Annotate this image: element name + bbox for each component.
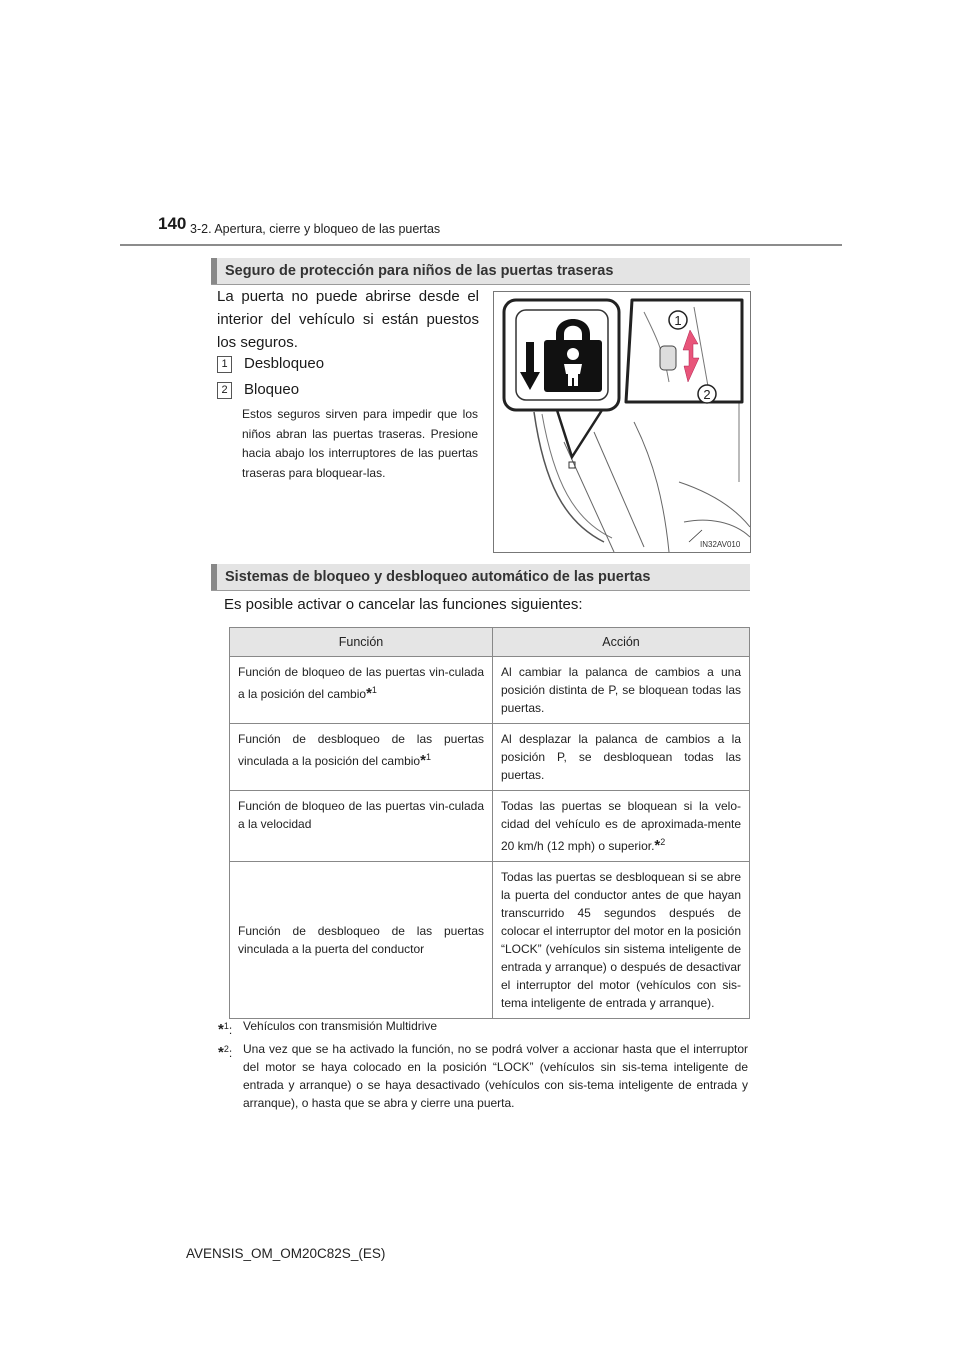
table-row	[230, 862, 750, 1019]
section-heading-auto-lock	[211, 564, 750, 591]
functions-intro: Es posible activar o cancelar las funciones siguientes:	[224, 596, 583, 613]
heading-accent-bar	[211, 258, 217, 284]
section-heading-child-lock	[211, 258, 750, 285]
document-code: AVENSIS_OM_OM20C82S_(ES)	[186, 1246, 386, 1261]
accion-cell: Al cambiar la palanca de cambios a una posición distinta de P, se bloquean todas las puertas.	[493, 657, 750, 724]
svg-text:1: 1	[674, 313, 682, 328]
table-row	[230, 791, 750, 862]
funcion-cell: Función de desbloqueo de las puertas vinculada a la posición del cambio*$^1$	[230, 724, 493, 791]
funcion-cell: Función de bloqueo de las puertas vin-culada a la velocidad	[230, 791, 493, 862]
list-item-lock	[217, 381, 299, 399]
svg-text:2: 2	[703, 387, 711, 402]
child-lock-illustration	[493, 291, 751, 553]
accion-cell: Todas las puertas se bloquean si la velo-cidad del vehículo es de aproximada-mente 20 km/h (12 mph) o superior.*$^2$	[493, 791, 750, 862]
list-item-unlock	[217, 355, 324, 373]
heading-accent-bar	[211, 564, 217, 590]
funcion-cell: Función de desbloqueo de las puertas vinculada a la puerta del conductor	[230, 862, 493, 1019]
list-item-label: Bloqueo	[244, 381, 300, 398]
footnote-text: Vehículos con transmisión Multidrive	[243, 1019, 438, 1033]
table-row	[230, 657, 750, 724]
child-lock-note: Estos seguros sirven para impedir que los niños abran las puertas traseras. Presione hacia abajo los interruptores de las puertas traseras para bloquear-las.	[242, 407, 478, 480]
section-reference: 3-2. Apertura, cierre y bloqueo de las puertas	[190, 222, 441, 236]
funcion-cell: Función de bloqueo de las puertas vin-culada a la posición del cambio*$^1$	[230, 657, 493, 724]
footnote-marker: *$^1$:	[218, 1021, 233, 1038]
table-header-row	[230, 628, 750, 657]
callout-number: 1	[217, 356, 232, 373]
figure-code: IN32AV010	[700, 540, 741, 549]
header-divider	[120, 244, 842, 246]
footnote-2	[218, 1040, 748, 1112]
list-item-label: Desbloqueo	[244, 355, 325, 372]
footnote-1	[218, 1017, 748, 1038]
section-heading-text: Sistemas de bloqueo y desbloqueo automático de las puertas	[225, 569, 651, 585]
callout-number: 2	[217, 382, 232, 399]
section-heading-text: Seguro de protección para niños de las puertas traseras	[225, 263, 614, 279]
footnote-text: Una vez que se ha activado la función, no se podrá volver a accionar hasta que el interruptor del motor se haya colocado en la posición “LOCK” (vehículos sin sis-tema inteligente de entrada y arranque) o se haya desactivado (vehículos con sis-tema inteligente de entrada y arranque), o hasta que se abra y cierre una puerta.	[243, 1042, 748, 1110]
child-lock-intro: La puerta no puede abrirse desde el interior del vehículo si están puestos los seguros.	[217, 288, 479, 351]
accion-cell: Al desplazar la palanca de cambios a la posición P, se desbloquean todas las puertas.	[493, 724, 750, 791]
footnote-marker: *$^2$:	[218, 1044, 233, 1061]
accion-cell: Todas las puertas se desbloquean si se abre la puerta del conductor antes de que hayan transcurrido 45 segundos después de colocar el interruptor del motor en la posición “LOCK” (vehículos sin sistema inteligente de entrada y arranque) o después de desactivar el interruptor del motor (vehículos con sis-tema inteligente de entrada y arranque).	[493, 862, 750, 1019]
column-header-funcion: Función	[230, 628, 493, 657]
door-illustration-svg	[494, 292, 750, 552]
functions-table	[229, 627, 750, 1019]
page-number: 140	[158, 214, 187, 233]
column-header-accion: Acción	[493, 628, 750, 657]
table-row	[230, 724, 750, 791]
